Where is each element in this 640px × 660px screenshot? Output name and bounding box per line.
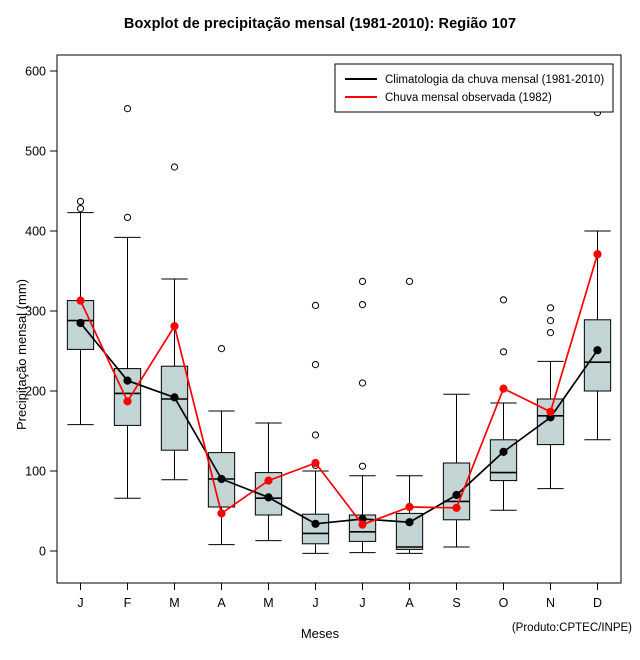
y-axis bbox=[25, 65, 57, 559]
outlier-point bbox=[77, 206, 83, 212]
boxplot-item bbox=[584, 110, 610, 440]
y-tick-label: 300 bbox=[25, 304, 46, 319]
series-point bbox=[547, 408, 554, 415]
legend-label: Climatologia da chuva mensal (1981-2010) bbox=[385, 74, 605, 86]
outlier-point bbox=[124, 214, 130, 220]
series-point bbox=[500, 385, 507, 392]
x-tick-label: J bbox=[77, 596, 84, 610]
x-tick-label: J bbox=[359, 596, 366, 610]
outlier-point bbox=[547, 330, 553, 336]
series-point bbox=[359, 521, 366, 528]
x-axis bbox=[77, 583, 602, 610]
x-tick-label: O bbox=[498, 596, 509, 610]
series-line bbox=[81, 254, 598, 524]
outlier-point bbox=[359, 463, 365, 469]
series-point bbox=[453, 491, 460, 498]
y-axis-label: Precipitação mensal (mm) bbox=[14, 279, 29, 430]
outlier-point bbox=[359, 278, 365, 284]
boxplot-item bbox=[490, 297, 516, 511]
outlier-point bbox=[500, 349, 506, 355]
series-point bbox=[265, 477, 272, 484]
series-point bbox=[124, 377, 131, 384]
outlier-point bbox=[547, 305, 553, 311]
boxplot-item bbox=[537, 305, 563, 489]
series-point bbox=[406, 503, 413, 510]
x-tick-label: N bbox=[545, 596, 556, 610]
series-point bbox=[265, 494, 272, 501]
outlier-point bbox=[218, 346, 224, 352]
series-point bbox=[594, 251, 601, 258]
x-tick-label: S bbox=[452, 596, 461, 610]
outlier-point bbox=[406, 278, 412, 284]
x-tick-label: J bbox=[312, 596, 319, 610]
series-point bbox=[594, 347, 601, 354]
series-point bbox=[406, 519, 413, 526]
series-point bbox=[77, 319, 84, 326]
y-tick-label: 400 bbox=[25, 224, 46, 239]
series-point bbox=[453, 504, 460, 511]
series-point bbox=[171, 394, 178, 401]
x-tick-label: A bbox=[217, 596, 226, 610]
outlier-point bbox=[171, 164, 177, 170]
boxplot-item bbox=[114, 106, 140, 499]
series-point bbox=[218, 510, 225, 517]
outlier-point bbox=[312, 302, 318, 308]
outlier-point bbox=[77, 198, 83, 204]
outlier-point bbox=[359, 380, 365, 386]
y-tick-label: 100 bbox=[25, 464, 46, 479]
outlier-point bbox=[312, 432, 318, 438]
series-point bbox=[77, 297, 84, 304]
plot-border bbox=[57, 55, 621, 583]
credit-note: (Produto:CPTEC/INPE) bbox=[511, 622, 632, 634]
series-point bbox=[312, 459, 319, 466]
series-group bbox=[77, 251, 601, 529]
series-point bbox=[500, 448, 507, 455]
x-tick-label: M bbox=[263, 596, 274, 610]
boxplot-item bbox=[302, 302, 328, 553]
series-point bbox=[312, 520, 319, 527]
box-iqr bbox=[584, 320, 610, 391]
boxplot-item bbox=[443, 394, 469, 547]
y-tick-label: 200 bbox=[25, 384, 46, 399]
box-group bbox=[67, 106, 610, 554]
outlier-point bbox=[547, 318, 553, 324]
outlier-point bbox=[500, 297, 506, 303]
x-tick-label: F bbox=[123, 596, 132, 610]
legend bbox=[335, 64, 613, 112]
y-tick-label: 500 bbox=[25, 144, 46, 159]
x-tick-label: D bbox=[592, 596, 603, 610]
outlier-point bbox=[312, 362, 318, 368]
series-point bbox=[171, 323, 178, 330]
series-point bbox=[218, 475, 225, 482]
y-tick-label: 600 bbox=[25, 64, 46, 79]
x-axis-label: Meses bbox=[300, 626, 340, 641]
x-tick-label: M bbox=[169, 596, 180, 610]
box-iqr bbox=[537, 399, 563, 445]
y-tick-label: 0 bbox=[39, 544, 46, 559]
legend-box bbox=[335, 64, 613, 112]
outlier-point bbox=[359, 302, 365, 308]
box-iqr bbox=[161, 366, 187, 450]
x-tick-label: A bbox=[405, 596, 414, 610]
page-title: Boxplot de precipitação mensal (1981-2010): Região 107 bbox=[123, 16, 517, 32]
legend-label: Chuva mensal observada (1982) bbox=[385, 92, 552, 104]
boxplot-item bbox=[161, 164, 187, 480]
boxplot-item bbox=[67, 198, 93, 424]
series-point bbox=[124, 398, 131, 405]
outlier-point bbox=[124, 106, 130, 112]
boxplot-item bbox=[396, 278, 422, 553]
